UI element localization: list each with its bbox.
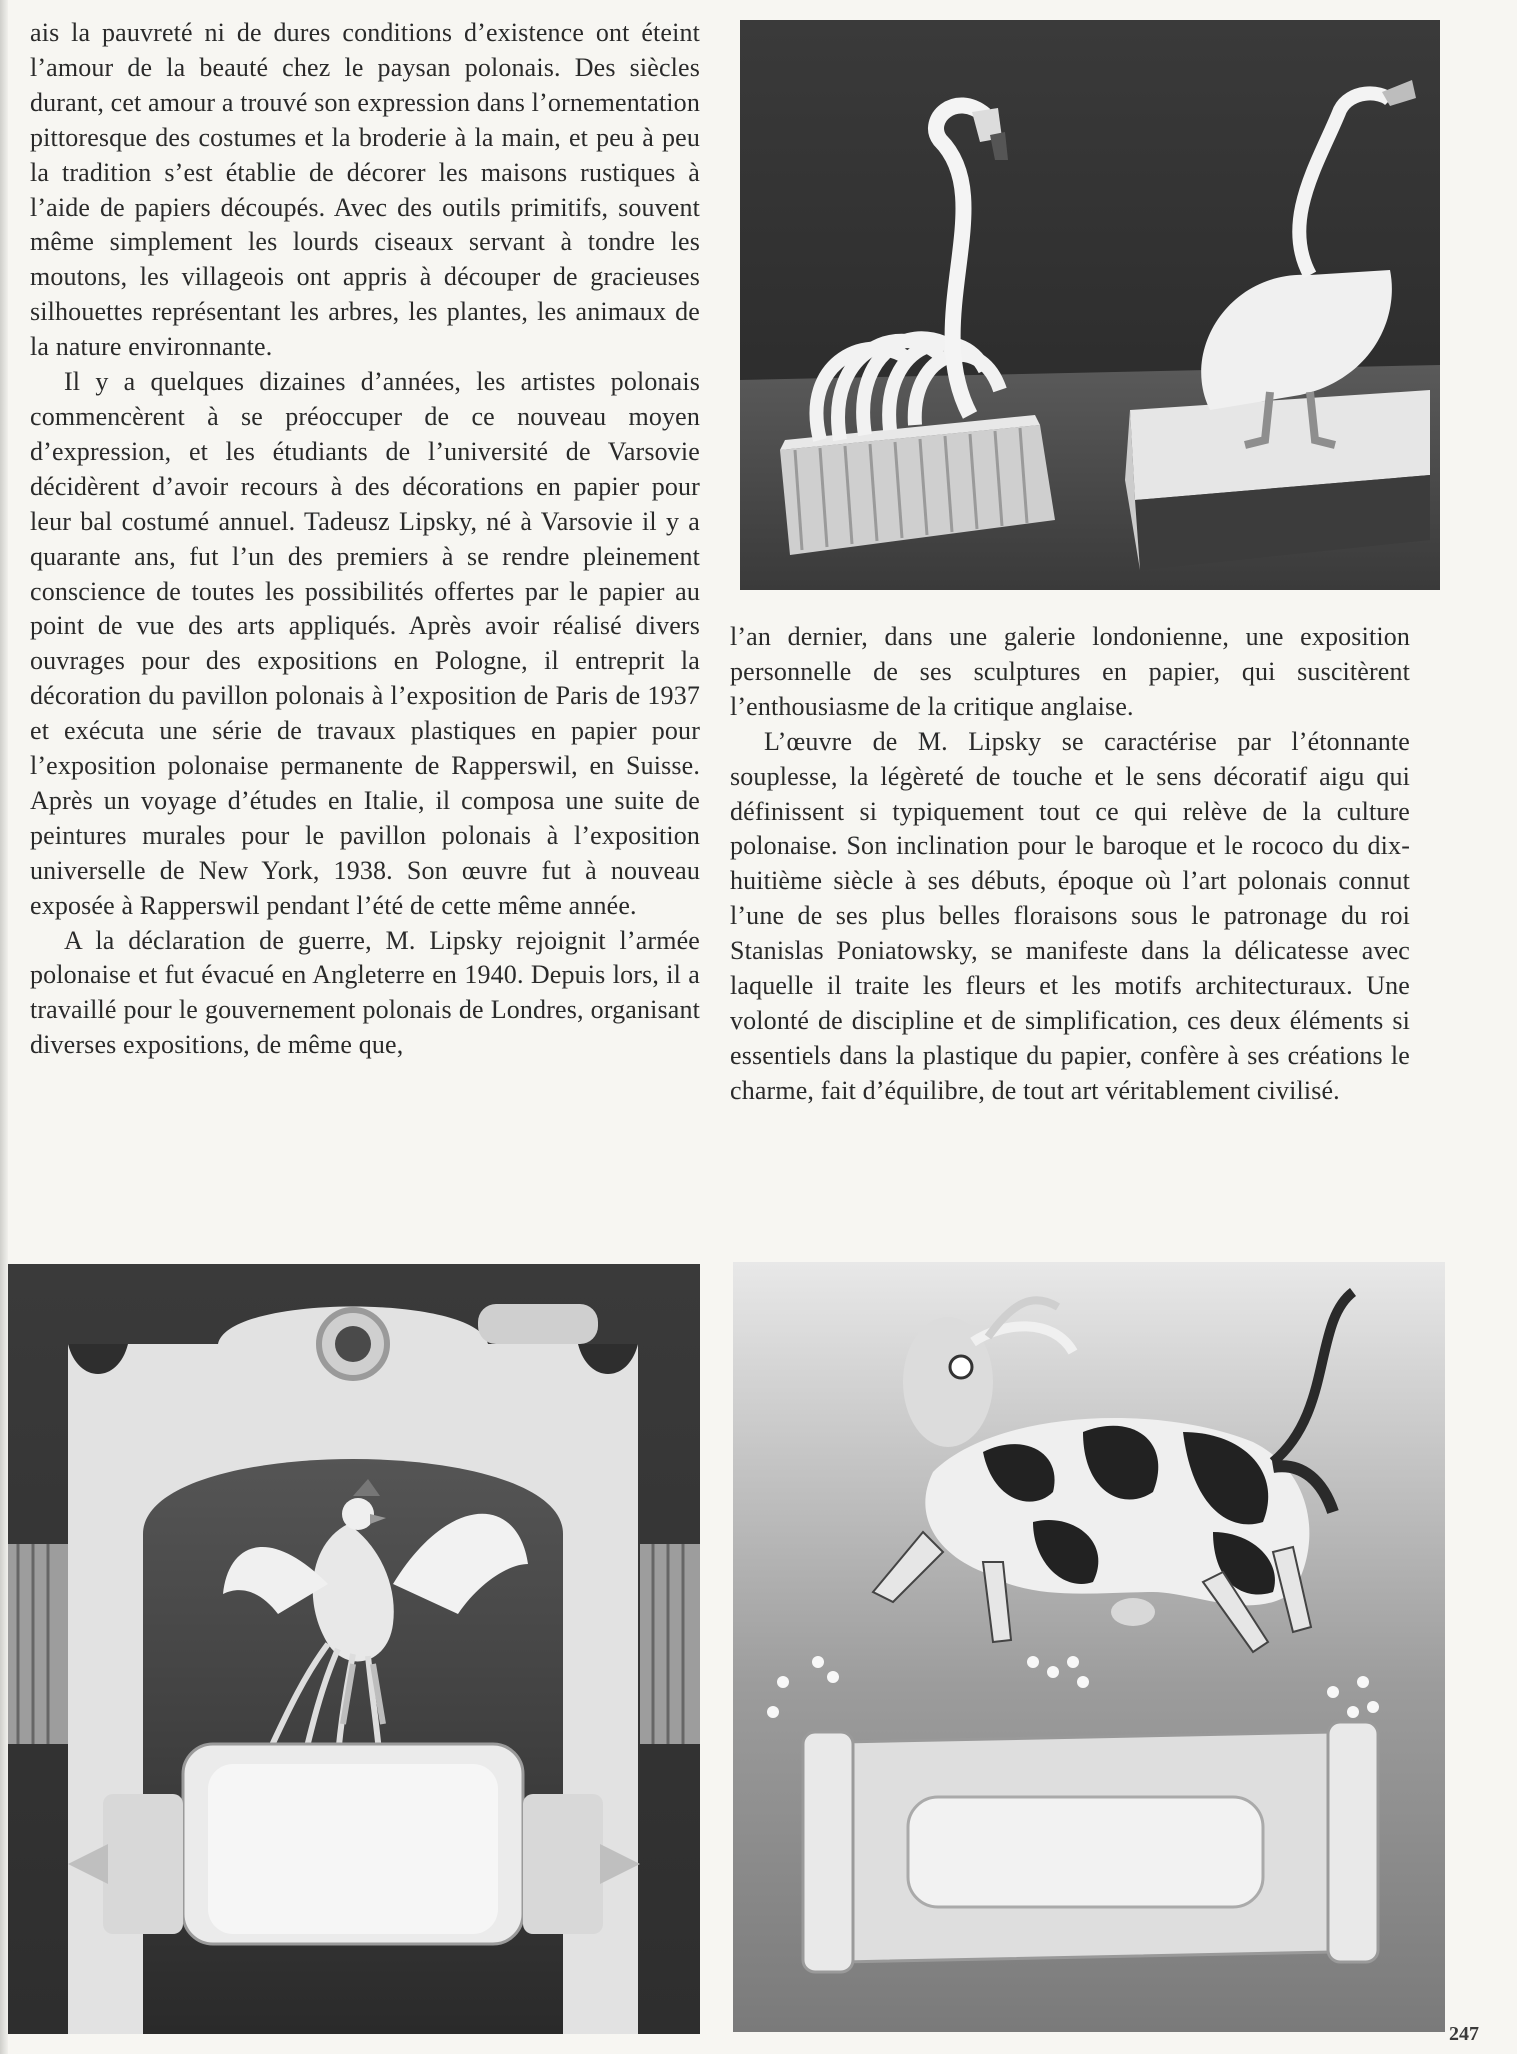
- photo-rooster-illustration: [8, 1264, 700, 2034]
- photo-paper-cow-frame: [733, 1262, 1445, 2032]
- page-number: 247: [1449, 2023, 1479, 2045]
- paragraph: L’œuvre de M. Lipsky se caractérise par l’étonnante souplesse, la légèreté de touche et le sens décoratif aigu qui définissent si typiquement tout ce qui relève de la culture polonaise. Son inclination pour le baroque et le rococo du dix-huitième siècle à ses débuts, époque où l’art polonais connut l’une de ses plus belles floraisons sous le patronage du roi Stanislas Poniatowsky, se manifeste dans la délicatesse avec laquelle il traite les fleurs et les motifs architecturaux. Une volonté de discipline et de simplification, ces deux éléments si essentiels dans la plastique du papier, confère à ses créations le charme, fait d’équilibre, de tout art véritablement civilisé.: [730, 726, 1410, 1105]
- photo-swan-goose-illustration: [740, 20, 1440, 590]
- article-right-column: [730, 620, 1410, 1109]
- paragraph: A la déclaration de guerre, M. Lipsky rejoignit l’armée polonaise et fut évacué en Angleterre en 1940. Depuis lors, il a travaillé pour le gouvernement polonais de Londres, organisant diverses expositions, de même que,: [30, 925, 700, 1060]
- photo-paper-rooster-frame: [8, 1264, 700, 2034]
- photo-cow-illustration: [733, 1262, 1445, 2032]
- paragraph: Il y a quelques dizaines d’années, les artistes polonais commencèrent à se préoccuper de ce nouveau moyen d’expression, et les étudiants de l’université de Varsovie décidèrent d’avoir recours à des décorations en papier pour leur bal costumé annuel. Tadeusz Lipsky, né à Varsovie il y a quarante ans, fut l’un des premiers à se rendre pleinement conscience de toutes les possibilités offertes par le papier au point de vue des arts appliqués. Après avoir réalisé divers ouvrages pour des expositions en Pologne, il entreprit la décoration du pavillon polonais à l’exposition de Paris de 1937 et exécuta une série de travaux plastiques en papier pour l’exposition polonaise permanente de Rapperswil, en Suisse. Après un voyage d’études en Italie, il composa une suite de peintures murales pour le pavillon polonais à l’exposition universelle de New York, 1938. Son œuvre fut à nouveau exposée à Rapperswil pendant l’été de cette même année.: [30, 367, 700, 920]
- paragraph: l’an dernier, dans une galerie londonienne, une exposition personnelle de ses sculptures en papier, qui suscitèrent l’enthousiasme de la critique anglaise.: [730, 622, 1410, 721]
- paragraph: ais la pauvreté ni de dures conditions d’existence ont éteint l’amour de la beauté chez le paysan polonais. Des siècles durant, cet amour a trouvé son expression dans l’ornementation pittoresque des costumes et la broderie à la main, et peu à peu la tradition s’est établie de décorer les maisons rustiques à l’aide de papiers découpés. Avec des outils primitifs, souvent même simplement les lourds ciseaux servant à tondre les moutons, les villageois ont appris à découper de gracieuses silhouettes représentant les arbres, les plantes, les animaux de la nature environnante.: [30, 18, 700, 362]
- article-left-column: [30, 16, 700, 1063]
- photo-paper-swan-and-goose: [740, 20, 1440, 590]
- page-gutter-edge: [0, 0, 8, 2054]
